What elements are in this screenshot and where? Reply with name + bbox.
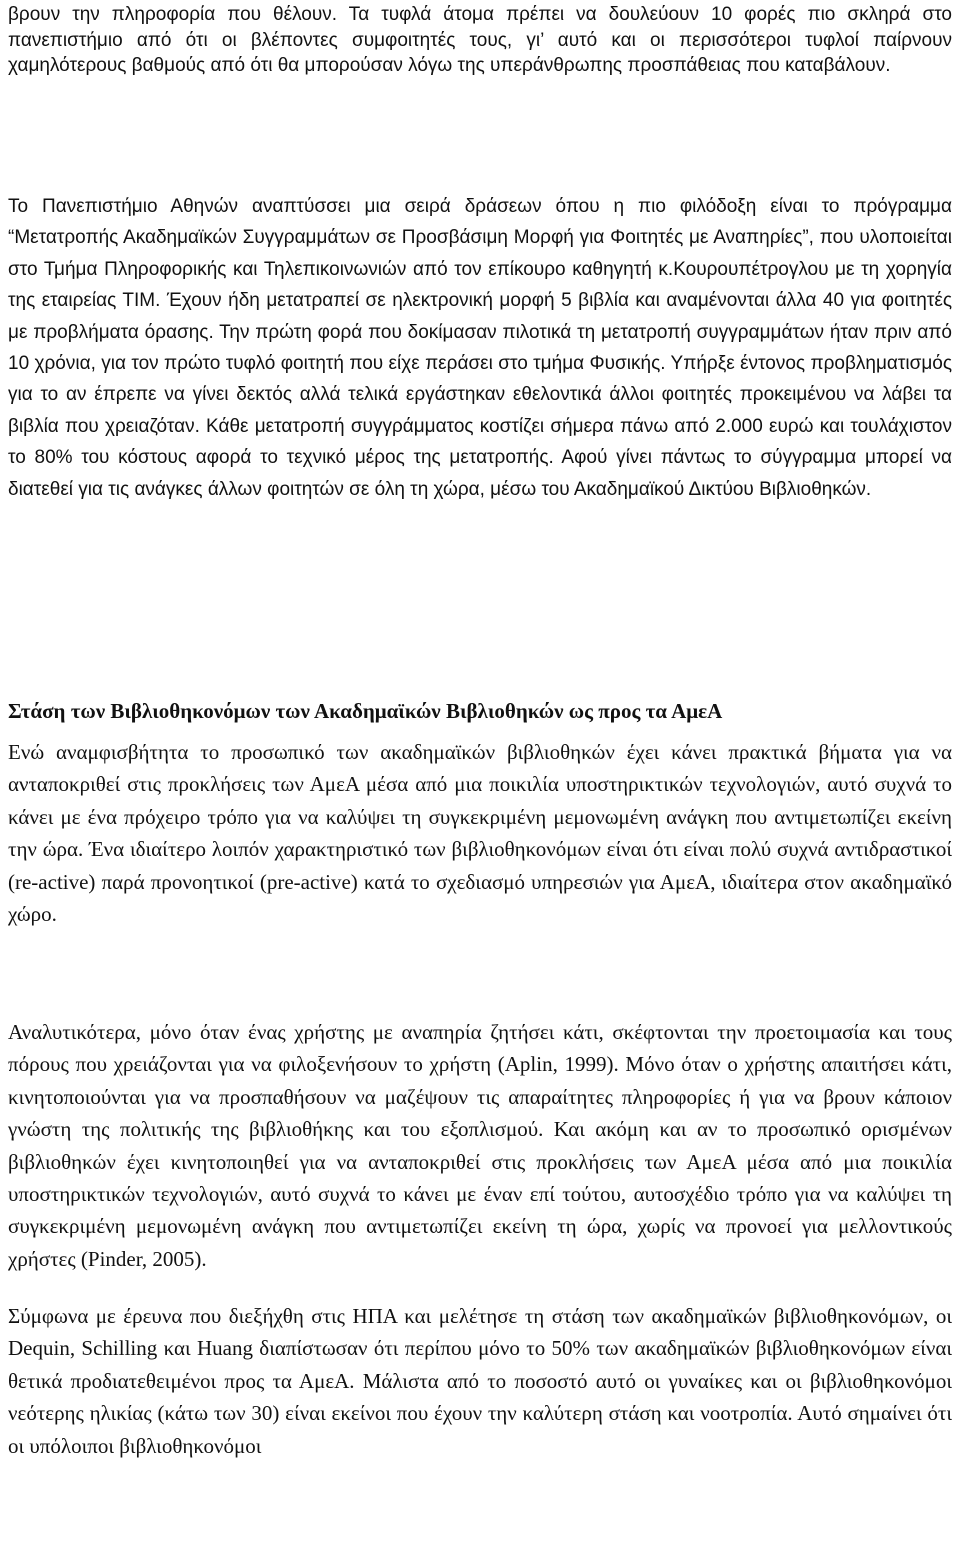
paragraph-staff-reactive: Ενώ αναμφισβήτητα το προσωπικό των ακαδημαϊκών βιβλιοθηκών έχει κάνει πρακτικά βήματα για να ανταποκριθεί στις προκλήσεις των ΑμεΑ μέσα από μια ποικιλία υποστηρικτικών τεχνολογιών, αυτό συχνά το κάνει με ένα πρόχειρο τρόπο για να καλύψει τη συγκεκριμένη μεμονωμένη ανάγκη που αντιμετωπίζει εκείνη την ώρα. Ένα ιδιαίτερο λοιπόν χαρακτηριστικό των βιβλιοθηκονόμων είναι ότι είναι πολύ συχνά αντιδραστικοί (re-active) παρά προνοητικοί (pre-active) κατά το σχεδιασμό υπηρεσιών για ΑμεΑ, ιδιαίτερα στον ακαδημαϊκό χώρο. [8,740,952,927]
section-heading: Στάση των Βιβλιοθηκονόμων των Ακαδημαϊκών Βιβλιοθηκών ως προς τα ΑμεΑ [8,699,723,723]
paragraph-survey: Σύμφωνα με έρευνα που διεξήχθη στις ΗΠΑ και μελέτησε τη στάση των ακαδημαϊκών βιβλιοθηκονόμων, οι Dequin, Schilling και Huang διαπίστωσαν ότι περίπου μόνο το 50% των ακαδημαϊκών βιβλιοθηκονόμων είναι θετικά προδιατεθειμένοι προς τα ΑμεΑ. Μάλιστα από το ποσοστό αυτό οι γυναίκες και οι βιβλιοθηκονόμοι νεότερης ηλικίας (κάτω των 30) είναι εκείνοι που έχουν την καλύτερη στάση και νοοτροπία. Αυτό σημαίνει ότι οι υπόλοιποι βιβλιοθηκονόμοι [8,1304,952,1458]
paragraph-athens-program: Το Πανεπιστήμιο Αθηνών αναπτύσσει μια σειρά δράσεων όπου η πιο φιλόδοξη είναι το πρόγραμμα “Μετατροπής Ακαδημαϊκών Συγγραμμάτων σε Προσβάσιμη Μορφή για Φοιτητές με Αναπηρίες”, που υλοποιείται στο Τμήμα Πληροφορικής και Τηλεπικοινωνιών από τον επίκουρο καθηγητή κ.Κουρουπέτρογλου με τη χορηγία της εταιρείας ΤΙΜ. Έχουν ήδη μετατραπεί σε ηλεκτρονική μορφή 5 βιβλία και αναμένονται άλλα 40 για φοιτητές με προβλήματα όρασης. Την πρώτη φορά που δοκίμασαν πιλοτικά τη μετατροπή συγγραμμάτων ήταν πριν από 10 χρόνια, για τον πρώτο τυφλό φοιτητή που είχε περάσει στο τμήμα Φυσικής. Υπήρξε έντονος προβληματισμός για το αν έπρεπε να γίνει δεκτός αλλά τελικά εργάστηκαν εθελοντικά άλλοι φοιτητές προκειμένου να λάβει τα βιβλία που χρειαζόταν. Κάθε μετατροπή συγγράμματος κοστίζει σήμερα πάνω από 2.000 ευρώ και τουλάχιστον το 80% του κόστους αφορά το τεχνικό μέρος της μετατροπής. Αφού γίνει πάντως το σύγγραμμα μπορεί να διατεθεί για τις ανάγκες άλλων φοιτητών σε όλη τη χώρα, μέσω του Ακαδημαϊκού Δικτύου Βιβλιοθηκών. [8,196,952,500]
paragraph-intro: βρουν την πληροφορία που θέλουν. Τα τυφλά άτομα πρέπει να δουλεύουν 10 φορές πιο σκληρά στο πανεπιστήμιο από ότι οι βλέποντες συμφοιτητές τους, γι’ αυτό και οι περισσότεροι τυφλοί παίρνουν χαμηλότερους βαθμούς από ότι θα μπορούσαν λόγω της υπεράνθρωπης προσπάθειας που καταβάλουν. [8,4,952,76]
paragraph-detailed: Αναλυτικότερα, μόνο όταν ένας χρήστης με αναπηρία ζητήσει κάτι, σκέφτονται την προετοιμασία και τους πόρους που χρειάζονται για να φιλοξενήσουν το χρήστη (Aplin, 1999). Μόνο όταν ο χρήστης απαιτήσει κάτι, κινητοποιούνται για να προσπαθήσουν να μαζέψουν τις απαραίτητες πληροφορίες ή για να βρουν κάποιον γνώστη της πολιτικής της βιβλιοθήκης και του εξοπλισμού. Και ακόμη και αν το προσωπικό ορισμένων βιβλιοθηκών έχει κινητοποιηθεί για να ανταποκριθεί στις προκλήσεις των ΑμεΑ μέσα από μια ποικιλία υποστηρικτικών τεχνολογιών, αυτό συχνά το κάνει με έναν επί τούτου, αυτοσχέδιο τρόπο για να καλύψει τη συγκεκριμένη μεμονωμένη ανάγκη που αντιμετωπίζει εκείνη τη ώρα, χωρίς να προνοεί για μελλοντικούς χρήστες (Pinder, 2005). [8,1020,952,1271]
